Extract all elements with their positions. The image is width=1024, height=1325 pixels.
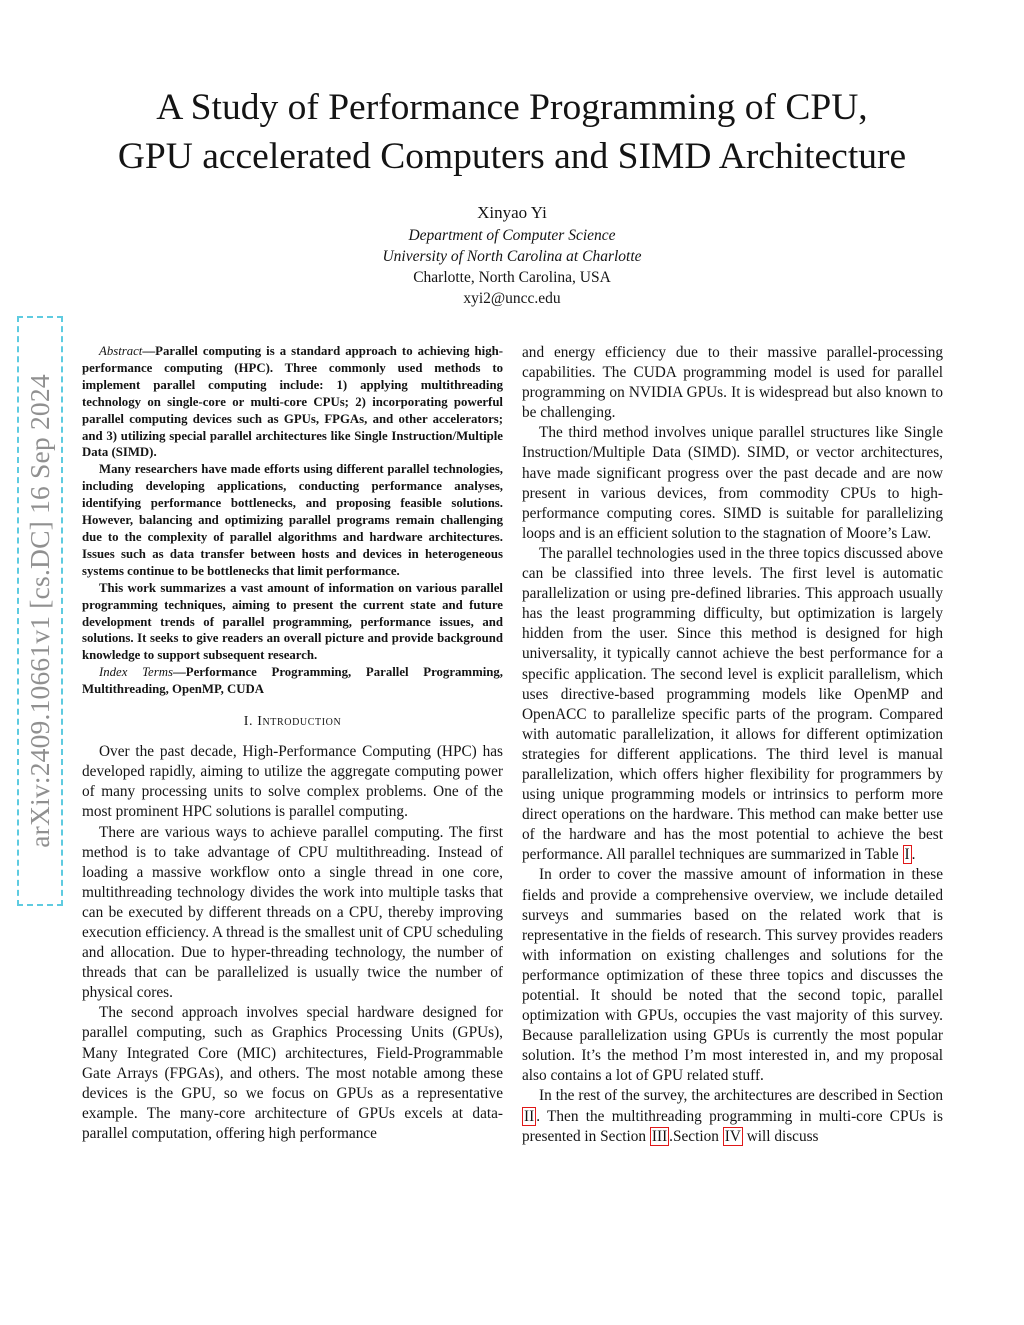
intro-paragraph-1: Over the past decade, High-Performance Computing (HPC) has developed rapidly, aiming to utilize the aggregate computing power of many processing units to solve complex problems. One of the most prominent HPC solutions is parallel computing. bbox=[82, 743, 503, 821]
intro-paragraph-2: There are various ways to achieve parallel computing. The first method is to take advantage of CPU multithreading. Instead of loading a massive workflow onto a single thread in one core, multithreading technology divides the work into multiple tasks that can be executed by different threads on a CPU, thereby improving execution efficiency. A thread is the smallest unit of CPU scheduling and allocation. Due to hyper-threading technology, the number of threads that can be parallelized is usually twice the number of physical cores. bbox=[82, 823, 503, 1002]
author-department: Department of Computer Science bbox=[408, 227, 616, 244]
author-university: University of North Carolina at Charlotte bbox=[382, 248, 642, 265]
right-paragraph-4: In order to cover the massive amount of information in these fields and provide a comprehensive overview, we include detailed surveys and summaries based on the related work that is representative in the fields of research. This survey provides readers with information on existing challenges and solutions for the performance optimization of these three topics and discusses the potential. It should be noted that the second topic, parallel optimization with GPUs, occupies the vast majority of this survey. Because parallelization using GPUs is currently the most popular solution. It’s the method I’m most interested in, and my proposal also contains a lot of GPU related stuff. bbox=[522, 866, 943, 1085]
abstract-paragraph-3: This work summarizes a vast amount of information on various parallel programming techniques, aiming to present the current state and future development trends of parallel programming, performance issues, and solutions. It seeks to give readers an overall picture and provide background knowledge to support subsequent research. bbox=[82, 580, 503, 663]
paper-title bbox=[0, 83, 1024, 181]
author-email[interactable]: xyi2@uncc.edu bbox=[463, 290, 561, 307]
title-line-1: A Study of Performance Programming of CPU, bbox=[156, 87, 868, 128]
abstract-label: Abstract bbox=[99, 344, 143, 358]
author-name: Xinyao Yi bbox=[477, 203, 547, 222]
section-ref-link-2[interactable]: II bbox=[524, 1107, 535, 1125]
right-paragraph-2: The third method involves unique parallel structures like Single Instruction/Multiple Data (SIMD). SIMD, or vector architectures, have made significant progress over the past decade and are now present in various devices, from commodity CPUs to high-performance computing cores. SIMD is suitable for parallelizing loops and is an efficient solution to the stagnation of Moore’s Law. bbox=[522, 424, 943, 542]
abstract-paragraph-1: Abstract—Parallel computing is a standard approach to achieving high-performance computing (HPC). Three commonly used methods to implement parallel computing include: 1) applying multithreading technology on single-core or multi-core CPUs; 2) incorporating powerful parallel computing devices such as GPUs, FPGAs, and other accelerators; and 3) utilizing special parallel architectures like Single Instruction/Multiple Data (SIMD). bbox=[82, 344, 503, 460]
section-ref-link-4[interactable]: IV bbox=[724, 1127, 741, 1145]
right-paragraph-5: In the rest of the survey, the architectures are described in Section II . Then the multithreading programming in multi-core CPUs is presented in Section III .Section IV will discuss bbox=[522, 1087, 943, 1145]
left-column bbox=[82, 343, 503, 1144]
table-ref-link[interactable]: I bbox=[904, 846, 910, 864]
abstract-paragraph-2: Many researchers have made efforts using different parallel technologies, including developing applications, conducting performance analyses, identifying performance bottlenecks, and proposing feasible solutions. However, balancing and optimizing parallel programs remain challenging due to the complexity of parallel algorithms and hardware architectures. Issues such as data transfer between hosts and devices in heterogeneous systems continue to be bottlenecks that limit performance. bbox=[82, 462, 503, 578]
right-column bbox=[522, 343, 943, 1147]
arxiv-identifier-stamp[interactable] bbox=[17, 316, 63, 906]
right-paragraph-3: The parallel technologies used in the three topics discussed above can be classified into three levels. The first level is automatic parallelization or using pre-defined libraries. This approach usually has the least programming difficulty, but optimization is largely hidden from the user. Since this method is designed for high universality, it typically cannot achieve the best performance for a specific application. The second level is explicit parallelism, which uses directive-based programming models like OpenMP and OpenACC to parallelize specific parts of the program. Compared with automatic parallelization, it allows for different optimization strategies for different applications. The third level is manual parallelization, which offers higher flexibility for programmers by using unique programming models or intrinsics to perform more direct operations on the hardware. This method can make better use of the hardware and has the most potential to achieve the best performance. All parallel techniques are summarized in Table I . bbox=[522, 544, 943, 864]
index-terms: Index Terms—Performance Programming, Parallel Programming, Multithreading, OpenMP, CUDA bbox=[82, 665, 503, 697]
arxiv-id: arXiv:2409.10661v1 [cs.DC] 16 Sep 2024 bbox=[24, 374, 55, 848]
section-ref-link-3[interactable]: III bbox=[651, 1127, 668, 1145]
index-terms-label: Index Terms bbox=[99, 665, 173, 680]
section-heading-introduction: I. Introduction bbox=[243, 714, 342, 730]
right-paragraph-1: and energy efficiency due to their massive parallel-processing capabilities. The CUDA programming model is used for parallel programming on NVIDIA GPUs. It is widespread but also known to be challenging. bbox=[522, 344, 943, 422]
author-location: Charlotte, North Carolina, USA bbox=[413, 269, 611, 286]
intro-paragraph-3: The second approach involves special hardware designed for parallel computing, such as Graphics Processing Units (GPUs), Many Integrated Core (MIC) architectures, Field-Programmable Gate Arrays (FPGAs), and others. The most notable among these devices is the GPU, so we focus on GPUs as a representative example. The many-core architecture of GPUs excels at data-parallel computation, offering high performance bbox=[82, 1004, 503, 1142]
title-line-2: GPU accelerated Computers and SIMD Architecture bbox=[117, 136, 907, 177]
author-block bbox=[0, 202, 1024, 309]
abstract bbox=[82, 343, 503, 698]
